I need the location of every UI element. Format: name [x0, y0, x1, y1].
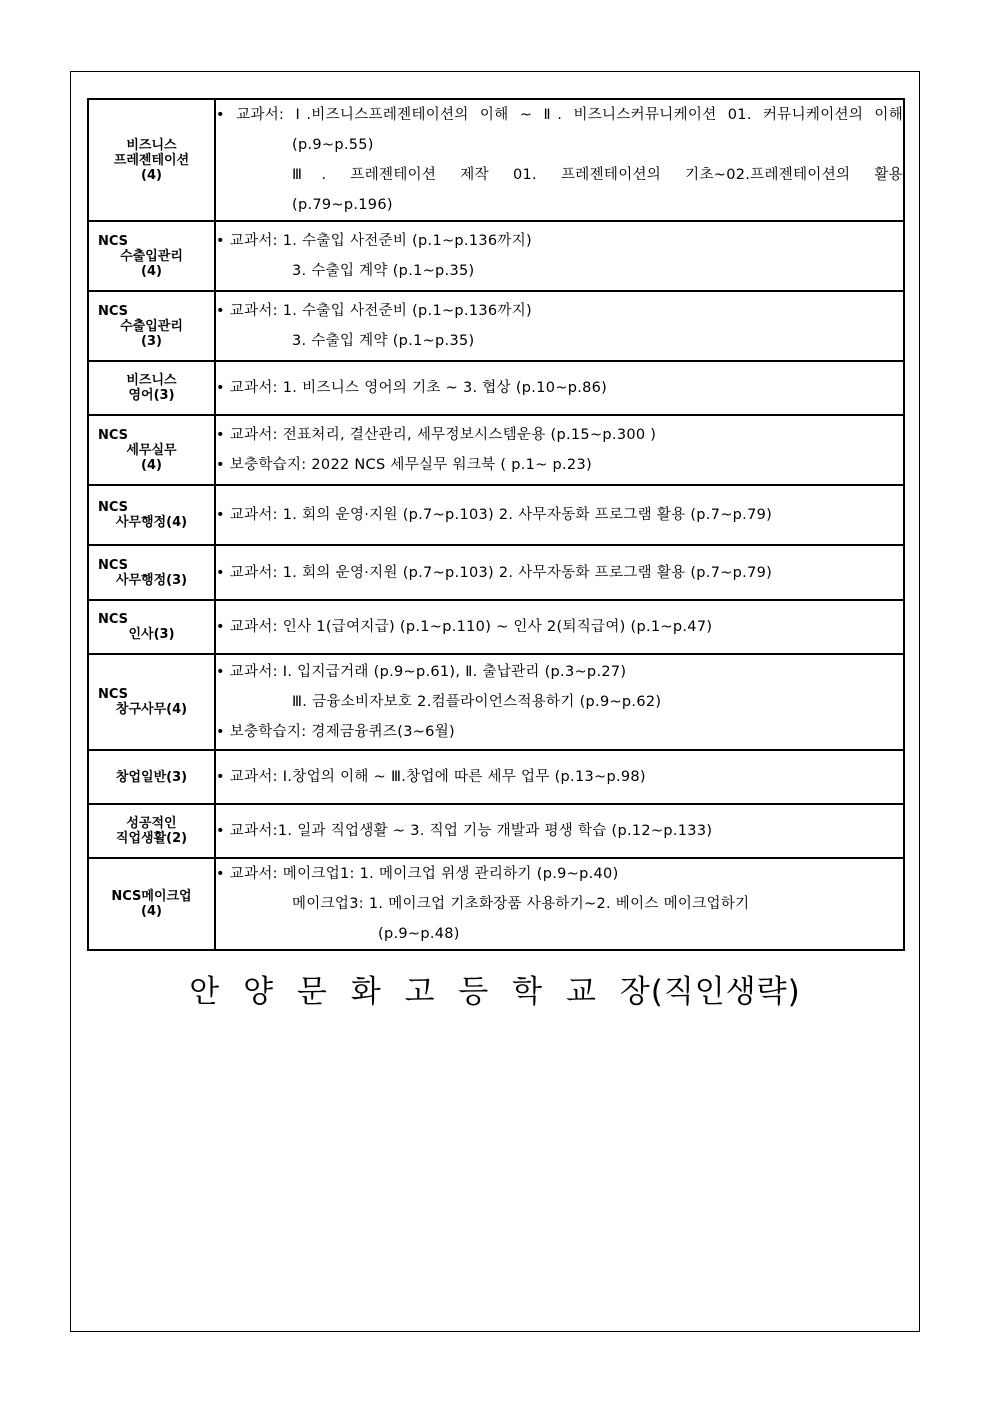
table-row [88, 804, 904, 858]
subject-line: 창구사무(4) [115, 702, 188, 717]
subject-line: 성공적인 [126, 816, 177, 831]
content-line: • 교과서: Ⅰ.창업의 이해 ~ Ⅲ.창업에 따른 세무 업무 (p.13~p.98) [216, 769, 646, 785]
content-cell [215, 545, 904, 600]
subject-line: NCS [98, 303, 129, 319]
subject-line: (4) [141, 457, 162, 473]
subject-cell [88, 415, 215, 485]
subject-line: 인사(3) [128, 627, 175, 642]
table-row [88, 600, 904, 654]
content-line: • 교과서: 메이크업1: 1. 메이크업 위생 관리하기 (p.9~p.40) [216, 866, 619, 882]
content-line: • 교과서: 1. 회의 운영·지원 (p.7~p.103) 2. 사무자동화 프로그램 활용 (p.7~p.79) [216, 507, 773, 523]
subject-line: 비즈니스 [126, 137, 177, 153]
subject-cell [88, 600, 215, 654]
subject-line: (4) [141, 263, 162, 279]
footer-char: 고 [404, 974, 436, 1010]
subject-line: NCS [98, 687, 129, 702]
content-line: (p.9~p.48) [378, 926, 460, 942]
content-line: Ⅲ. 금융소비자보호 2.컴플라이언스적용하기 (p.9~p.62) [292, 694, 662, 710]
footer-char: 학 [512, 974, 544, 1010]
subject-line: 수출입관리 [120, 318, 183, 334]
table-row [88, 485, 904, 545]
subject-line: NCS [98, 500, 129, 515]
content-line: • 교과서: 인사 1(급여지급) (p.1~p.110) ~ 인사 2(퇴직급여) (p.1~p.47) [216, 619, 713, 635]
content-line: 메이크업3: 1. 메이크업 기초화장품 사용하기~2. 베이스 메이크업하기 [292, 896, 750, 912]
footer-char: 화 [350, 974, 382, 1010]
footer-char: 문 [296, 974, 328, 1010]
content-line: • 교과서: 1. 회의 운영·지원 (p.7~p.103) 2. 사무자동화 프로그램 활용 (p.7~p.79) [216, 564, 773, 581]
footer-char: 장(직인생략) [619, 974, 801, 1010]
content-line: • 교과서: 1. 수출입 사전준비 (p.1~p.136까지) [216, 233, 532, 249]
school-principal-signature [70, 966, 920, 1011]
content-line: 3. 수출입 계약 (p.1~p.35) [292, 263, 475, 279]
subject-line: 직업생활(2) [115, 831, 188, 846]
content-cell [215, 600, 904, 654]
content-cell [215, 221, 904, 291]
subject-line: 사무행정(4) [115, 515, 188, 530]
subject-line: 사무행정(3) [115, 572, 188, 588]
table-row [88, 654, 904, 750]
subject-cell [88, 291, 215, 361]
subject-cell [88, 545, 215, 600]
content-line: • 보충학습지: 경제금융퀴즈(3~6월) [216, 724, 455, 740]
table-row [88, 361, 904, 415]
subject-cell [88, 361, 215, 415]
subject-line: 비즈니스 [126, 373, 177, 388]
content-cell [215, 804, 904, 858]
footer-char: 안 [189, 974, 221, 1010]
subject-line: 세무실무 [126, 442, 177, 458]
content-cell [215, 654, 904, 750]
subject-line: (4) [141, 904, 162, 919]
subject-cell [88, 99, 215, 221]
content-line: • 보충학습지: 2022 NCS 세무실무 워크북 ( p.1~ p.23) [216, 457, 592, 473]
content-cell [215, 858, 904, 950]
content-line: • 교과서:1. 일과 직업생활 ~ 3. 직업 기능 개발과 평생 학습 (p.12~p.133) [216, 823, 713, 839]
content-line: (p.79~p.196) [292, 197, 393, 213]
subject-line: 프레젠테이션 [113, 152, 190, 168]
content-cell [215, 361, 904, 415]
table-row [88, 291, 904, 361]
subject-line: NCS [98, 557, 129, 573]
subject-cell [88, 804, 215, 858]
content-line: • 교과서: 1. 비즈니스 영어의 기초 ~ 3. 협상 (p.10~p.86) [216, 380, 608, 396]
subject-line: NCS [98, 233, 129, 249]
table-row [88, 415, 904, 485]
subject-line: 창업일반(3) [115, 769, 188, 785]
content-line: • 교과서: 전표처리, 결산관리, 세무정보시스템운용 (p.15~p.300 ) [216, 427, 657, 443]
subject-line: NCS [98, 612, 129, 627]
content-cell [215, 485, 904, 545]
footer-char: 교 [565, 974, 597, 1010]
subject-line: 영어(3) [128, 388, 175, 403]
subject-line: (3) [141, 333, 162, 349]
table-row [88, 99, 904, 221]
subject-line: (4) [141, 167, 162, 183]
subject-line: NCS메이크업 [111, 889, 192, 904]
footer-char: 양 [243, 974, 275, 1010]
table-row [88, 858, 904, 950]
exam-scope-table [87, 98, 905, 951]
content-line: • 교과서: Ⅰ.비즈니스프레젠테이션의 이해 ~ Ⅱ. 비즈니스커뮤니케이션 01. 커뮤니케이션의 이해 [216, 107, 903, 123]
table-row [88, 545, 904, 600]
subject-cell [88, 221, 215, 291]
table-row [88, 221, 904, 291]
subject-cell [88, 750, 215, 804]
content-cell [215, 750, 904, 804]
content-cell [215, 291, 904, 361]
content-line: 3. 수출입 계약 (p.1~p.35) [292, 333, 475, 349]
table-row [88, 750, 904, 804]
content-cell [215, 415, 904, 485]
subject-cell [88, 654, 215, 750]
subject-line: NCS [98, 427, 129, 443]
footer-char: 등 [458, 974, 490, 1010]
content-cell [215, 99, 904, 221]
subject-cell [88, 858, 215, 950]
content-line: • 교과서: Ⅰ. 입지급거래 (p.9~p.61), Ⅱ. 출납관리 (p.3~p.27) [216, 664, 627, 680]
content-line: (p.9~p.55) [292, 137, 374, 153]
subject-cell [88, 485, 215, 545]
content-line: • 교과서: 1. 수출입 사전준비 (p.1~p.136까지) [216, 303, 532, 319]
subject-line: 수출입관리 [120, 248, 183, 264]
content-line: Ⅲ. 프레젠테이션 제작 01. 프레젠테이션의 기초~02.프레젠테이션의 활용 [292, 167, 903, 183]
